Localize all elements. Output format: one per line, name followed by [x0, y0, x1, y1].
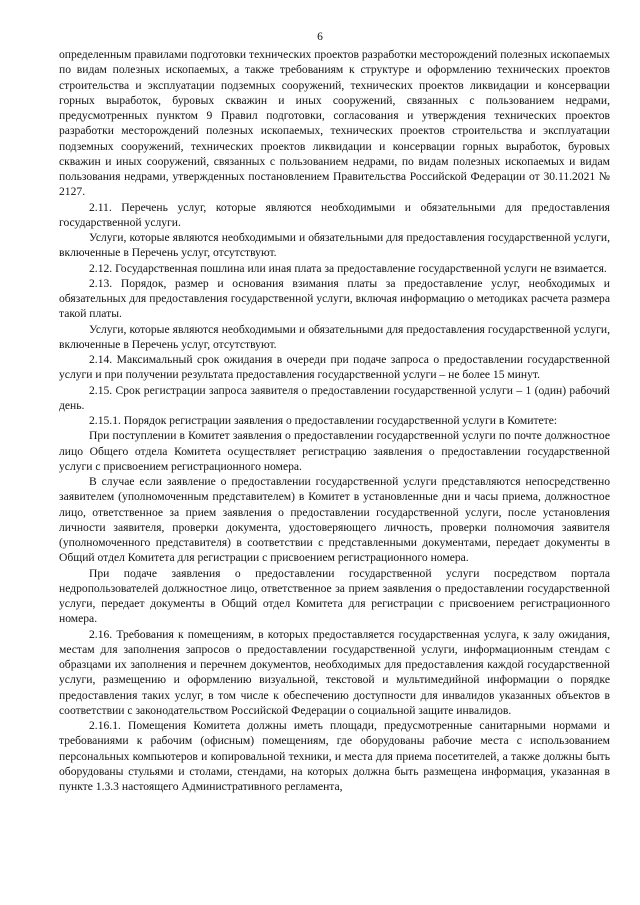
- page-number: 6: [317, 31, 323, 43]
- paragraph-2-11-services: Услуги, которые являются необходимыми и обязательными для предоставления государственной услуги, включенные в Перечень услуг, отсутствуют.: [59, 231, 610, 260]
- paragraph-2-16-1: 2.16.1. Помещения Комитета должны иметь площади, предусмотренные санитарными нормами и требованиями к рабочим (офисным) помещениям, где оборудованы рабочие места с использованием персональных компьютеров и копировальной техники, и места для приема посетителей, а также должны быть оборудованы стульями и столами, стендами, на которых должна быть размещена информация, указанная в пункте 1.3.3 настоящего Административного регламента,: [59, 719, 610, 793]
- paragraph-2-15-1-portal: При подаче заявления о предоставлении государственной услуги посредством портала недропользователей должностное лицо, ответственное за прием заявления о предоставлении государственной услуги, передает документы в Общий отдел Комитета для регистрации с присвоением регистрационного номера.: [59, 566, 610, 626]
- paragraph-2-15-1-mail: При поступлении в Комитет заявления о предоставлении государственной услуги по почте должностное лицо Общего отдела Комитета осуществляет регистрацию заявления о предоставлении государственной услуги с присвоением регистрационного номера.: [59, 429, 610, 473]
- paragraph-2-13-services: Услуги, которые являются необходимыми и обязательными для предоставления государственной услуги, включенные в Перечень услуг, отсутствуют.: [59, 322, 610, 351]
- paragraph-2-16: 2.16. Требования к помещениям, в которых предоставляется государственная услуга, к залу ожидания, местам для заполнения запросов о предоставлении государственной услуги, информационным стендам с образцами их заполнения и перечнем документов, необходимых для предоставления каждой государственной услуги, размещению и оформлению визуальной, текстовой и мультимедийной информации о порядке предоставления таких услуг, в том числе к обеспечению доступности для инвалидов указанных объектов в соответствии с законодательством Российской Федерации о социальной защите инвалидов.: [59, 627, 610, 717]
- paragraph-continuation: определенным правилами подготовки технических проектов разработки месторождений полезных ископаемых по видам полезных ископаемых, а также требованиям к структуре и оформлению технических проектов строительства и эксплуатации подземных сооружений, технических проектов ликвидации и консервации горных выработок, буровых скважин и иных сооружений, связанных с пользованием недрами, предусмотренных пунктом 9 Правил подготовки, согласования и утверждения технических проектов разработки месторождений полезных ископаемых, технических проектов строительства и эксплуатации подземных сооружений, технических проектов ликвидации и консервации горных выработок, буровых скважин и иных сооружений, связанных с пользованием недрами, по видам полезных ископаемых и видам пользования недрами, утвержденных постановлением Правительства Российской Федерации от 30.11.2021 № 2127.: [59, 48, 610, 199]
- paragraph-2-12: 2.12. Государственная пошлина или иная плата за предоставление государственной услуги не взимается.: [89, 261, 607, 275]
- paragraph-2-15: 2.15. Срок регистрации запроса заявителя о предоставлении государственной услуги – 1 (один) рабочий день.: [59, 383, 610, 412]
- paragraph-2-15-1: 2.15.1. Порядок регистрации заявления о предоставлении государственной услуги в Комитете:: [89, 414, 558, 427]
- paragraph-2-11: 2.11. Перечень услуг, которые являются необходимыми и обязательными для предоставления государственной услуги.: [59, 200, 610, 229]
- paragraph-2-13: 2.13. Порядок, размер и основания взимания платы за предоставление услуг, необходимых и обязательных для предоставления государственной услуги, включая информацию о методиках расчета размера такой платы.: [59, 276, 610, 321]
- paragraph-2-15-1-in-person: В случае если заявление о предоставлении государственной услуги представляются непосредственно заявителем (уполномоченным представителем) в Комитет в установленные дни и часы приема, должностное лицо, ответственное за прием заявления о предоставлении государственной услуги, после установления личности заявителя, проверки документа, удостоверяющего личность, проверки полномочия заявителя (уполномоченного представителя) в соответствии с представленными документами, передает документы в Общий отдел Комитета для регистрации с присвоением регистрационного номера.: [59, 475, 610, 565]
- document-body: [59, 47, 610, 794]
- paragraph-2-14: 2.14. Максимальный срок ожидания в очереди при подаче запроса о предоставлении государственной услуги и при получении результата предоставления государственной услуги – не более 15 минут.: [59, 353, 610, 382]
